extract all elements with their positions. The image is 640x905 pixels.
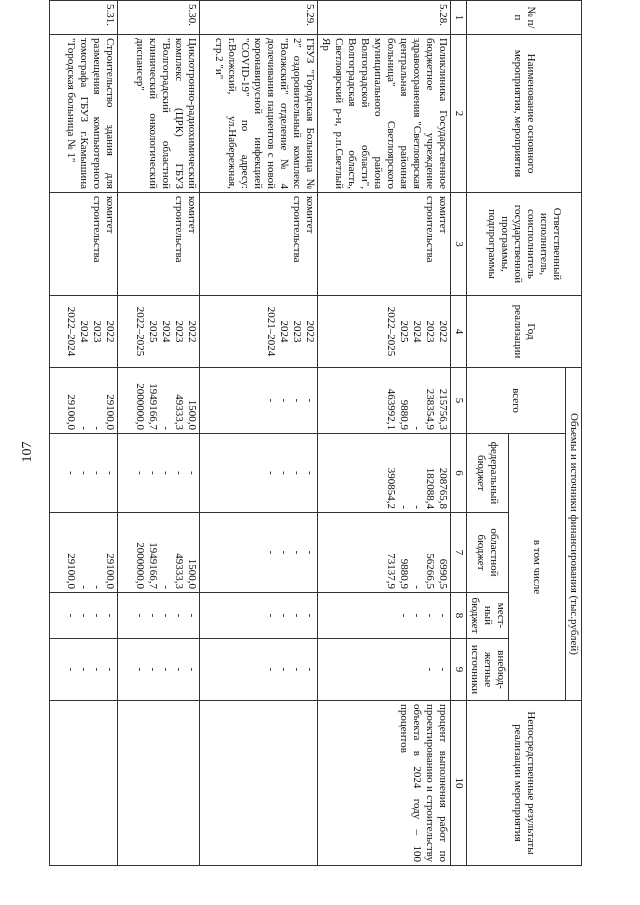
col-num-6: 6 xyxy=(451,434,467,513)
extra-value: - xyxy=(91,667,103,672)
total-value: 463992,1 xyxy=(385,388,397,430)
row-name: Строительство здания для размещения компьютерного томографа ГБУЗ г.Камышина "Городская больница № 1" xyxy=(50,35,118,193)
row-years xyxy=(118,296,200,368)
year-value: 2024 xyxy=(78,320,90,343)
row-local xyxy=(118,593,200,639)
row-years xyxy=(200,296,318,368)
local-value: - xyxy=(173,613,185,618)
year-value: 2025 xyxy=(147,320,159,343)
row-responsible: комитет строительства xyxy=(50,193,118,296)
year-value: 2024 xyxy=(411,320,423,343)
regional-value: 29100,0 xyxy=(104,553,116,589)
row-responsible: комитет строительства xyxy=(118,193,200,296)
row-number: 5.29. xyxy=(200,1,318,35)
regional-value: - xyxy=(304,550,316,555)
header-local: мест-ный бюджет xyxy=(467,593,509,639)
year-value: 2022–2025 xyxy=(385,306,397,357)
year-value: 2022–2024 xyxy=(65,306,77,357)
regional-value: - xyxy=(91,585,103,589)
extra-value: - xyxy=(160,667,172,672)
extra-value: - xyxy=(437,667,449,672)
total-value: 29100,0 xyxy=(104,394,116,430)
extra-value: - xyxy=(265,667,277,672)
local-value: - xyxy=(437,613,449,618)
federal-value: 208765,8 xyxy=(437,467,449,509)
col-num-10: 10 xyxy=(451,701,467,866)
row-total xyxy=(318,368,451,434)
row-years xyxy=(50,296,118,368)
federal-value: - xyxy=(104,471,116,475)
header-year: Год реализации xyxy=(467,296,582,368)
federal-value: - xyxy=(398,505,410,509)
header-federal: федеральный бюджет xyxy=(467,434,509,513)
row-regional xyxy=(200,513,318,593)
year-value: 2022 xyxy=(304,320,316,343)
total-value: - xyxy=(278,398,290,403)
year-value: 2024 xyxy=(278,320,290,343)
row-responsible: комитет строительства xyxy=(200,193,318,296)
row-federal xyxy=(200,434,318,513)
header-funding: Объемы и источники финансирования (тыс.рублей) xyxy=(566,368,582,701)
extra-value: - xyxy=(147,667,159,672)
year-value: 2022–2025 xyxy=(134,306,146,357)
regional-value: 73137,9 xyxy=(385,553,397,589)
local-value: - xyxy=(134,613,146,618)
local-value: - xyxy=(265,613,277,618)
regional-value: 29100,0 xyxy=(65,553,77,589)
year-value: 2022 xyxy=(437,320,449,343)
local-value: - xyxy=(78,613,90,618)
total-value: - xyxy=(291,398,303,403)
row-regional xyxy=(318,513,451,593)
row-responsible: комитет строительства xyxy=(318,193,451,296)
year-value: 2023 xyxy=(291,320,303,343)
federal-value: 390854,2 xyxy=(385,467,397,509)
row-name: ГБУЗ "Городская Больница № 2" оздоровительный комплекс "Волжский" отделение № 4 долечивания пациентов с новой коронавирусной инфекцией "COVID-19" по адресу: г.Волжский, ул.Набережная, стр.2 "и" xyxy=(200,35,318,193)
page-number: 107 xyxy=(20,441,35,463)
total-value: 1949166,7 xyxy=(147,383,159,430)
table-row-5-28 xyxy=(318,1,451,866)
regional-value: 2000000,0 xyxy=(134,542,146,589)
col-num-7: 7 xyxy=(451,513,467,593)
row-name: Циклотронно-радиохимический комплекс (ЦРК) ГБУЗ "Волгоградский областной клинический онкологический диспансер" xyxy=(118,35,200,193)
header-no: № п/п xyxy=(467,1,582,35)
local-value: - xyxy=(91,613,103,618)
row-federal xyxy=(50,434,118,513)
regional-value: - xyxy=(160,585,172,589)
row-local xyxy=(50,593,118,639)
extra-value: - xyxy=(173,667,185,672)
extra-value: - xyxy=(65,667,77,672)
total-value: - xyxy=(265,398,277,403)
row-name: Поликлиника Государственное бюджетное учреждение здравоохранения "Светлоярская центральная районная больница" Светлоярского муниципального района Волгоградской области", Волгоградская область, Светлоярский р-н, р.п.Светлый Яр xyxy=(318,35,451,193)
regional-value: 49333,3 xyxy=(173,553,185,589)
header-regional: областной бюджет xyxy=(467,513,509,593)
total-value: 1500,0 xyxy=(186,399,198,430)
local-value: - xyxy=(304,613,316,618)
regional-value: - xyxy=(78,585,90,589)
year-value: 2025 xyxy=(398,320,410,343)
col-num-1: 1 xyxy=(451,1,467,35)
total-value: - xyxy=(304,398,316,403)
total-value: 49333,3 xyxy=(173,394,185,430)
col-num-8: 8 xyxy=(451,593,467,639)
row-total xyxy=(50,368,118,434)
regional-value: - xyxy=(411,585,423,589)
header-total: всего xyxy=(467,368,566,434)
header-name: Наименование основного мероприятия, мероприятия xyxy=(467,35,582,193)
regional-value: 1500,0 xyxy=(186,558,198,589)
row-years xyxy=(318,296,451,368)
regional-value: - xyxy=(265,550,277,555)
federal-value: - xyxy=(304,471,316,475)
header-responsible: Ответственный исполнитель, соисполнитель государственной программы, подпрограммы xyxy=(467,193,582,296)
year-value: 2023 xyxy=(91,320,103,343)
federal-value: - xyxy=(411,505,423,509)
total-value: 2000000,0 xyxy=(134,383,146,430)
local-value: - xyxy=(291,613,303,618)
col-num-4: 4 xyxy=(451,296,467,368)
federal-value: - xyxy=(78,471,90,475)
federal-value: - xyxy=(160,471,172,475)
extra-value: - xyxy=(104,667,116,672)
row-result xyxy=(118,701,200,866)
row-extra xyxy=(50,639,118,701)
regional-value: - xyxy=(278,550,290,555)
federal-value: - xyxy=(265,471,277,475)
row-local xyxy=(318,593,451,639)
row-extra xyxy=(118,639,200,701)
table-row-5-31 xyxy=(50,1,118,866)
year-value: 2022 xyxy=(186,320,198,343)
federal-value: - xyxy=(147,471,159,475)
extra-value: - xyxy=(186,667,198,672)
local-value: - xyxy=(104,613,116,618)
year-value: 2022 xyxy=(104,320,116,343)
col-num-5: 5 xyxy=(451,368,467,434)
total-value: - xyxy=(411,426,423,430)
row-regional xyxy=(50,513,118,593)
regional-value: - xyxy=(291,550,303,555)
total-value: 238354,9 xyxy=(424,388,436,430)
year-value: 2023 xyxy=(173,320,185,343)
local-value: - xyxy=(65,613,77,618)
extra-value: - xyxy=(291,667,303,672)
year-value: 2023 xyxy=(424,320,436,343)
local-value: - xyxy=(147,613,159,618)
row-regional xyxy=(118,513,200,593)
financing-table xyxy=(49,0,582,866)
total-value: - xyxy=(78,426,90,430)
row-local xyxy=(200,593,318,639)
total-value: - xyxy=(91,426,103,430)
header-including: в том числе xyxy=(509,434,566,701)
row-federal xyxy=(318,434,451,513)
federal-value: - xyxy=(173,471,185,475)
extra-value: - xyxy=(78,667,90,672)
col-num-2: 2 xyxy=(451,35,467,193)
col-num-3: 3 xyxy=(451,193,467,296)
local-value: - xyxy=(160,613,172,618)
row-extra xyxy=(318,639,451,701)
regional-value: 56266,5 xyxy=(424,553,436,589)
federal-value: - xyxy=(91,471,103,475)
local-value: - xyxy=(278,613,290,618)
total-value: - xyxy=(160,426,172,430)
year-value: 2024 xyxy=(160,320,172,343)
total-value: 215756,3 xyxy=(437,388,449,430)
federal-value: - xyxy=(291,471,303,475)
row-total xyxy=(200,368,318,434)
row-extra xyxy=(200,639,318,701)
header-extrabudget: внебюд-жетные источники xyxy=(467,639,509,701)
row-result xyxy=(50,701,118,866)
local-value: - xyxy=(411,613,423,618)
extra-value: - xyxy=(134,667,146,672)
col-num-9: 9 xyxy=(451,639,467,701)
row-total xyxy=(118,368,200,434)
year-value: 2021–2024 xyxy=(265,306,277,357)
header-results: Непосредственные результаты реализации мероприятия xyxy=(467,701,582,866)
column-number-row xyxy=(451,1,467,866)
federal-value: - xyxy=(278,471,290,475)
local-value: - xyxy=(398,613,410,618)
extra-value: - xyxy=(278,667,290,672)
regional-value: 6990,5 xyxy=(437,558,449,589)
federal-value: - xyxy=(134,471,146,475)
table-row-5-29 xyxy=(200,1,318,866)
header-row-1 xyxy=(566,1,582,866)
local-value: - xyxy=(186,613,198,618)
extra-value: - xyxy=(304,667,316,672)
row-federal xyxy=(118,434,200,513)
extra-value: - xyxy=(424,667,436,672)
total-value: 9880,9 xyxy=(398,399,410,430)
regional-value: 9880,9 xyxy=(398,558,410,589)
row-result xyxy=(200,701,318,866)
federal-value: - xyxy=(65,471,77,475)
federal-value: 182088,4 xyxy=(424,467,436,509)
row-number: 5.30. xyxy=(118,1,200,35)
row-number: 5.31. xyxy=(50,1,118,35)
row-number: 5.28. xyxy=(318,1,451,35)
rotated-table-container xyxy=(65,0,582,865)
regional-value: 1949166,7 xyxy=(147,542,159,589)
local-value: - xyxy=(424,613,436,618)
row-result: процент выполнения работ по проектированию и строительству объекта в 2024 году – 100 процентов xyxy=(318,701,451,866)
total-value: 29100,0 xyxy=(65,394,77,430)
federal-value: - xyxy=(186,471,198,475)
table-row-5-30 xyxy=(118,1,200,866)
